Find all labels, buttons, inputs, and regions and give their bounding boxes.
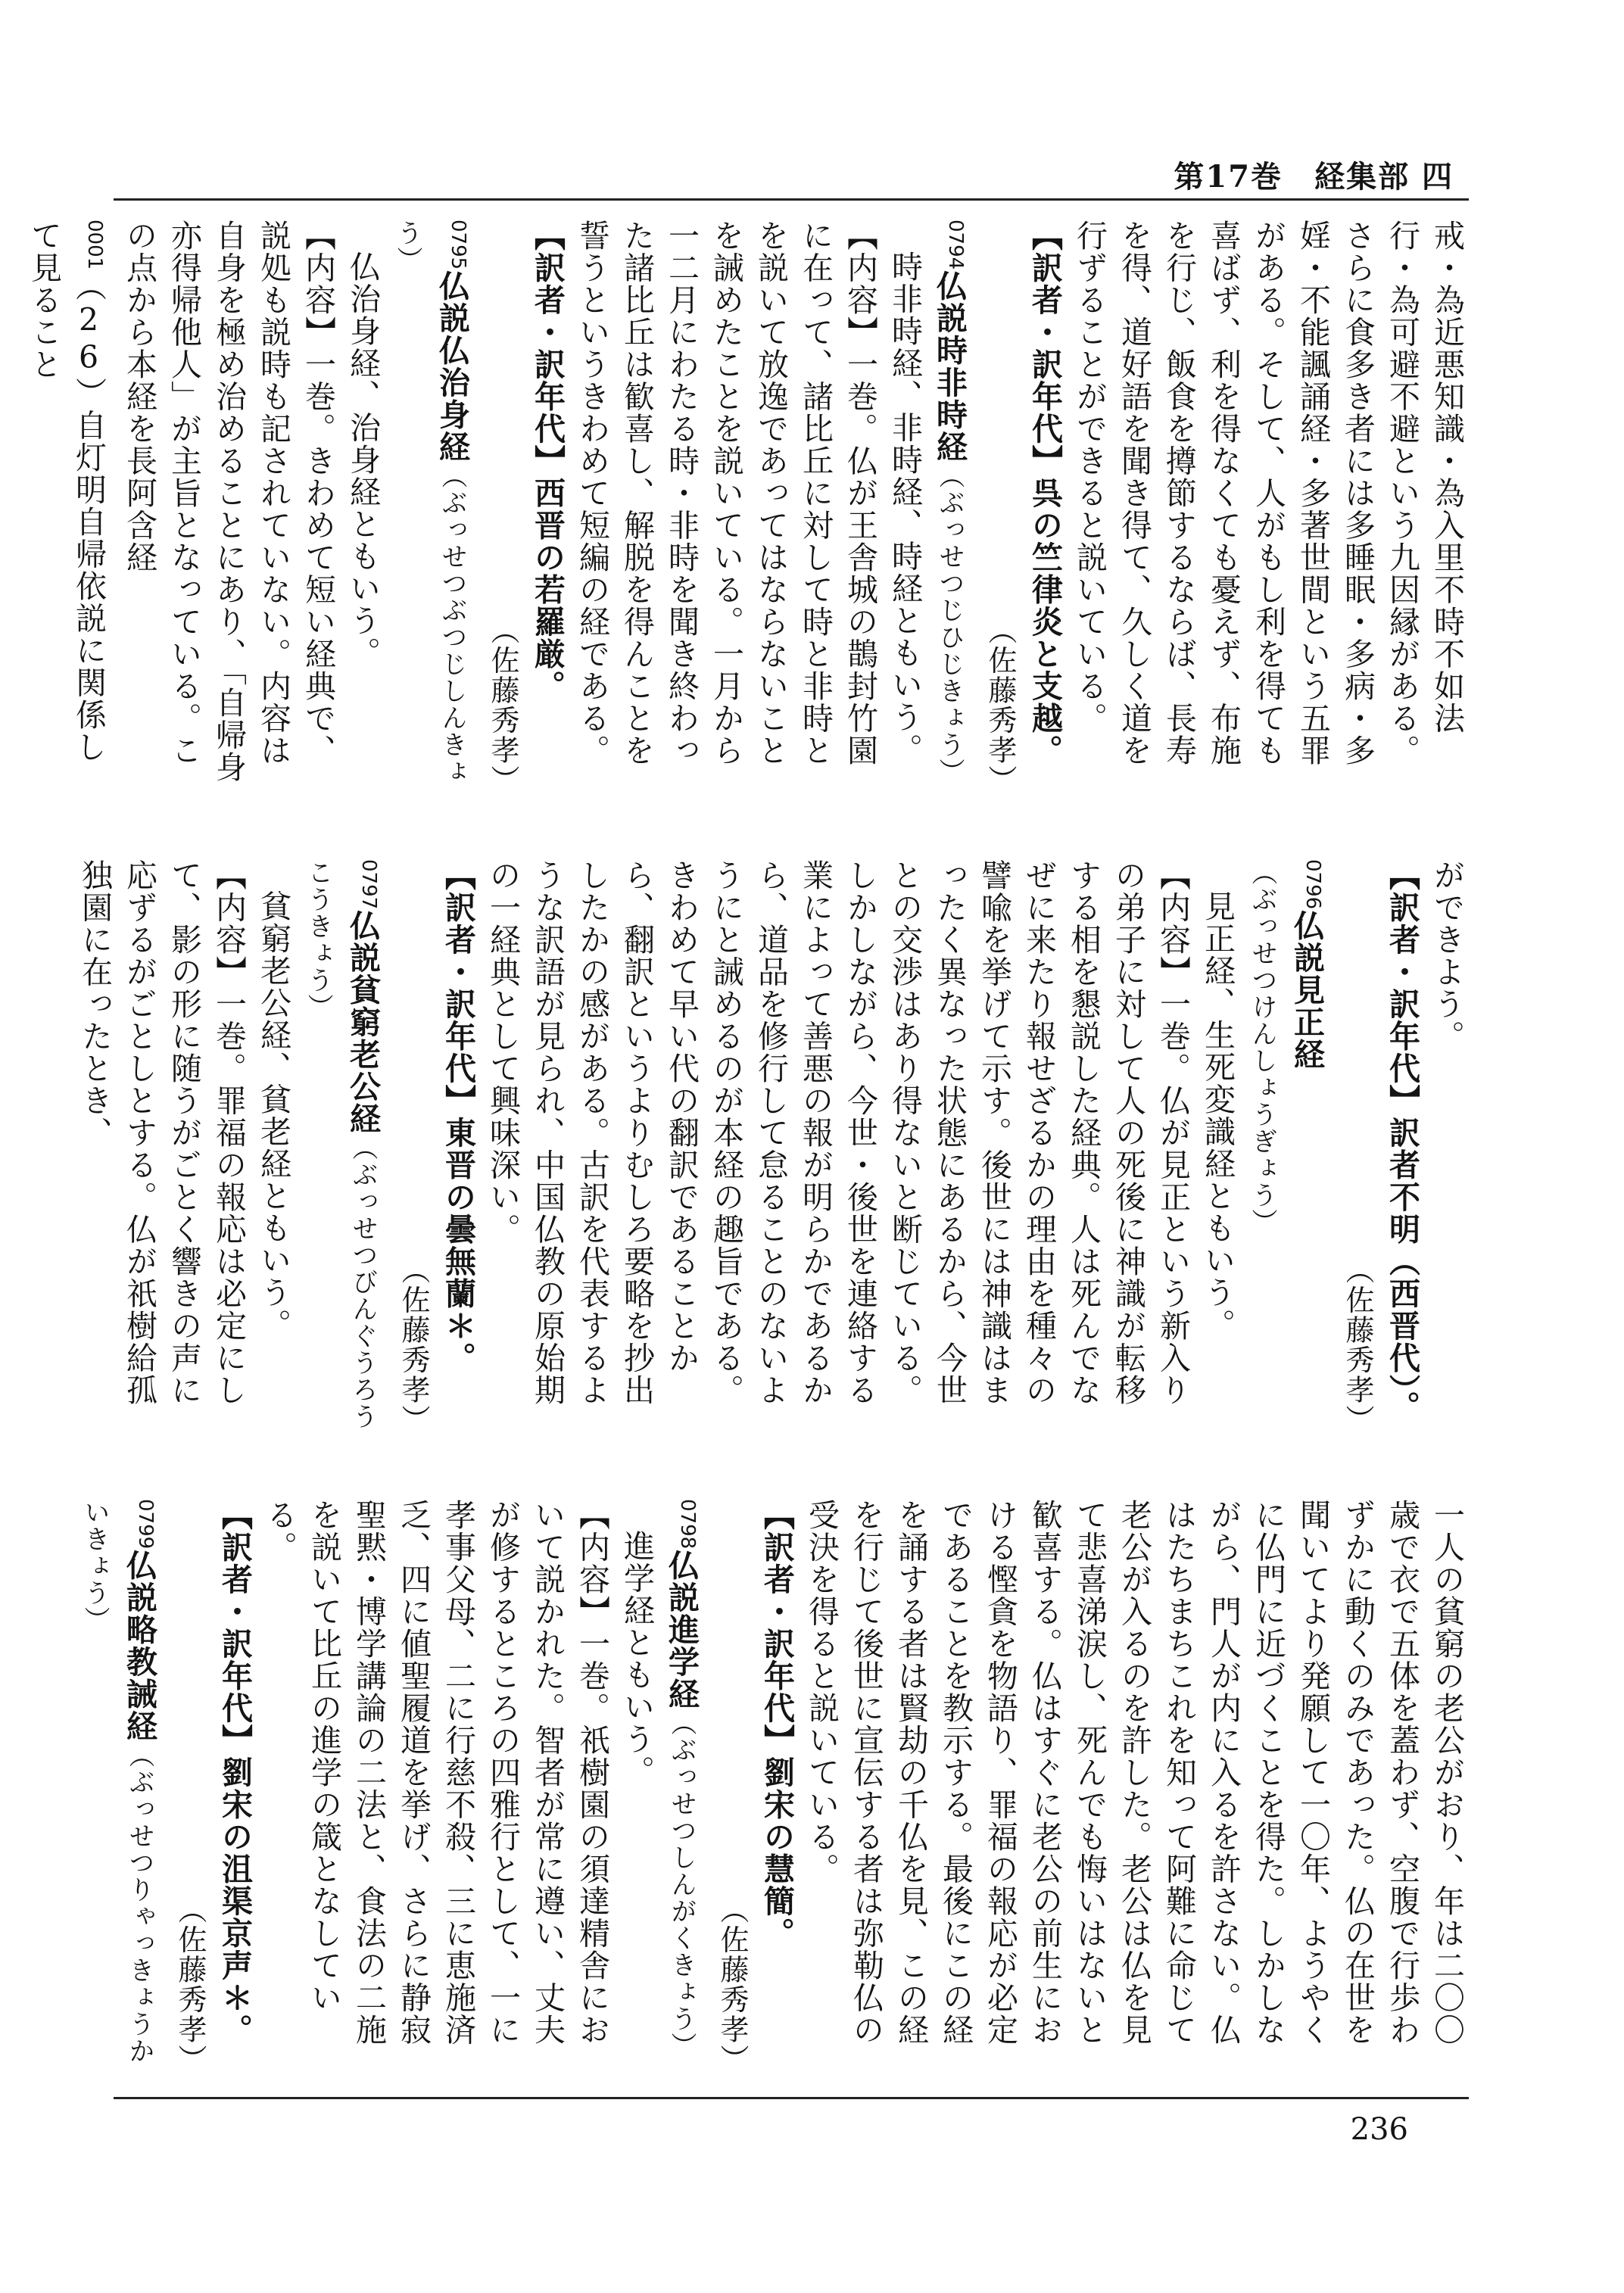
entry-0799 xyxy=(72,1499,167,2074)
translator-line: 【訳者・訳年代】訳者不明（西晋代）。 xyxy=(1384,859,1420,1423)
entry-number: 0798 xyxy=(676,1499,699,1550)
entry-aliases: 進学経ともいう。 xyxy=(619,1530,655,1787)
continuation-text: ができよう。 xyxy=(1429,859,1465,1052)
entry-number: 0794 xyxy=(944,220,967,270)
bottom-rule xyxy=(114,2097,1469,2099)
entry-0794 xyxy=(927,220,977,795)
page-number: 236 xyxy=(1350,2112,1408,2147)
entry-number: 0797 xyxy=(357,859,380,910)
entry-content: 【内容】一巻。仏が見正という新入りの弟子に対して人の死後に神識が転移する相を懇説した経典。人は死んでなぜに来たり報せざるかの理由を種々の譬喩を挙げて示す。後世には神識はまったく異なった状態にあるから、今世との交渉はあり得ないと断じている。しかしながら、今世・後世を連絡する業によって善悪の報が明らかであるから、道品を修行して怠ることのないようにと誡めるのが本経の趣旨である。きわめて早い代の翻訳であることから、翻訳というよりむしろ要略を抄出したかの感がある。古訳を代表するような訳語が見られ、中国仏教の原始期の一経典として興味深い。 xyxy=(485,859,1191,1407)
entry-aliases: 見正経、生死変識経ともいう。 xyxy=(1199,890,1236,1341)
translator-line: 【訳者・訳年代】劉宋の慧簡。 xyxy=(759,1499,795,1949)
translator-line: 【訳者・訳年代】劉宋の沮渠京声＊。 xyxy=(217,1499,253,2046)
entry-content: 【内容】一巻。祇樹園の須達精舎において説かれた。智者が常に遵い、丈夫が修するところの四雅行として、一に孝事父母、二に行慈不殺、三に恵施済乏、四に値聖履道を挙げ、さらに静寂聖黙・博学講論の二法と、食法の二施を説いて比丘の進学の箴となしている。 xyxy=(261,1499,610,2046)
translator-line: 【訳者・訳年代】呉の竺律炎と支越。 xyxy=(1027,220,1063,767)
page-header: 第17巻 経集部 四 xyxy=(1174,159,1454,195)
entry-0795 xyxy=(385,220,480,795)
entry-reading: （ぶっせつしんがくきょう） xyxy=(666,1709,697,2060)
tier-1 xyxy=(26,220,1469,795)
translator-line: 【訳者・訳年代】東晋の曇無蘭＊。 xyxy=(440,859,476,1374)
entry-aliases: 仏治身経、治身経ともいう。 xyxy=(344,251,381,669)
entry-content: 【内容】一巻。きわめて短い経典で、説処も説時も記されていない。内容は自身を極め治めることにあり、「自帰身亦得帰他人」が主旨となっている。この点から本経を長阿含経 xyxy=(121,220,336,784)
entry-title: 仏説貧窮老公経 xyxy=(344,909,381,1135)
entry-reading: （ぶっせつびんぐうろうこうきょう） xyxy=(303,859,378,1431)
entry-title: 仏説見正経 xyxy=(1289,909,1325,1070)
entry-content: 【内容】一巻。罪福の報応は必定にして、影の形に随うがごとく響きの声に応ずるがごとしとする。仏が祇樹給孤独園に在ったとき、 xyxy=(76,859,247,1407)
entry-reading: （ぶっせつぶつじしんきょう） xyxy=(392,220,467,786)
entry-0797 xyxy=(295,859,391,1435)
entry-reading: （ぶっせつりゃっきょうかいきょう） xyxy=(79,1499,154,2065)
entry-title: 仏説略教誡経 xyxy=(121,1549,157,1743)
entry-title: 仏説仏治身経 xyxy=(434,269,470,463)
author-signature: （佐藤秀孝） xyxy=(1341,1255,1374,1435)
entry-title: 仏説時非時経 xyxy=(931,269,968,463)
author-signature: （佐藤秀孝） xyxy=(486,615,519,795)
entry-aliases: 時非時経、非時経、時経ともいう。 xyxy=(887,251,923,765)
author-signature: （佐藤秀孝） xyxy=(715,1895,749,2074)
continuation-text: 戒・為近悪知識・為入里不時不如法行・為可避不避という九因縁がある。さらに食多き者には多睡眠・多病・多婬・不能諷誦経・多著世間という五罪がある。そして、人がもし利を得ても喜ばず、利を得なくても憂えず、布施を行じ、飯食を撙節するならば、長寿を得、道好語を聞き得て、久しく道を行ずることができると説いている。 xyxy=(1071,220,1465,767)
entry-content: 【内容】一巻。仏が王舎城の鵲封竹園に在って、諸比丘に対して時と非時とを説いて放逸であってはならないことを誡めたことを説いている。一月から一二月にわたる時・非時を聞き終わった諸比丘は歓喜し、解脱を得んことを誓うというきわめて短編の経である。 xyxy=(574,220,878,767)
tier-3 xyxy=(79,1499,1469,2074)
translator-line: 【訳者・訳年代】西晋の若羅厳。 xyxy=(529,220,566,703)
entry-number: 0001 xyxy=(83,220,106,270)
continuation-text: 一人の貧窮の老公がおり、年は二〇〇歳で衣で五体を蓋わず、空腹で行歩わずかに動くのみであった。仏の在世を聞いてより発願して一〇年、ようやくに仏門に近づくことを得た。しかしながら、門人が内に入るを許さない。仏はたちまちこれを知って阿難に命じて老公が入るのを許した。老公は仏を見て悲喜涕涙し、死んでも悔いはないと歓喜する。仏はすぐに老公の前生における慳貪を物語り、罪福の報応が必定であることを教示する。最後にこの経を誦する者は賢劫の千仏を見、この経を行じて後世に宣伝する者は弥勒仏の受決を得ると説いている。 xyxy=(803,1499,1465,2046)
entry-reading: （ぶっせつけんしょうぎょう） xyxy=(1247,859,1277,1235)
author-signature: （佐藤秀孝） xyxy=(983,615,1017,795)
author-signature: （佐藤秀孝） xyxy=(173,1895,207,2074)
tier-2 xyxy=(76,859,1469,1435)
entry-number: 0799 xyxy=(134,1499,157,1550)
entry-number: 0795 xyxy=(447,220,469,270)
entry-aliases: 貧窮老公経、貧老経ともいう。 xyxy=(255,890,291,1341)
entry-0001 xyxy=(21,220,117,795)
entry-0796 xyxy=(1239,859,1335,1435)
entry-number: 0796 xyxy=(1301,859,1324,910)
entry-reading: （ぶっせつじひじきょう） xyxy=(934,463,965,786)
entry-0798 xyxy=(659,1499,709,2074)
author-signature: （佐藤秀孝） xyxy=(397,1255,430,1435)
entry-title: 仏説進学経 xyxy=(663,1549,700,1710)
entry-text: （26）自灯明自帰依説に関係して見ること xyxy=(26,220,107,763)
top-rule xyxy=(114,198,1469,201)
